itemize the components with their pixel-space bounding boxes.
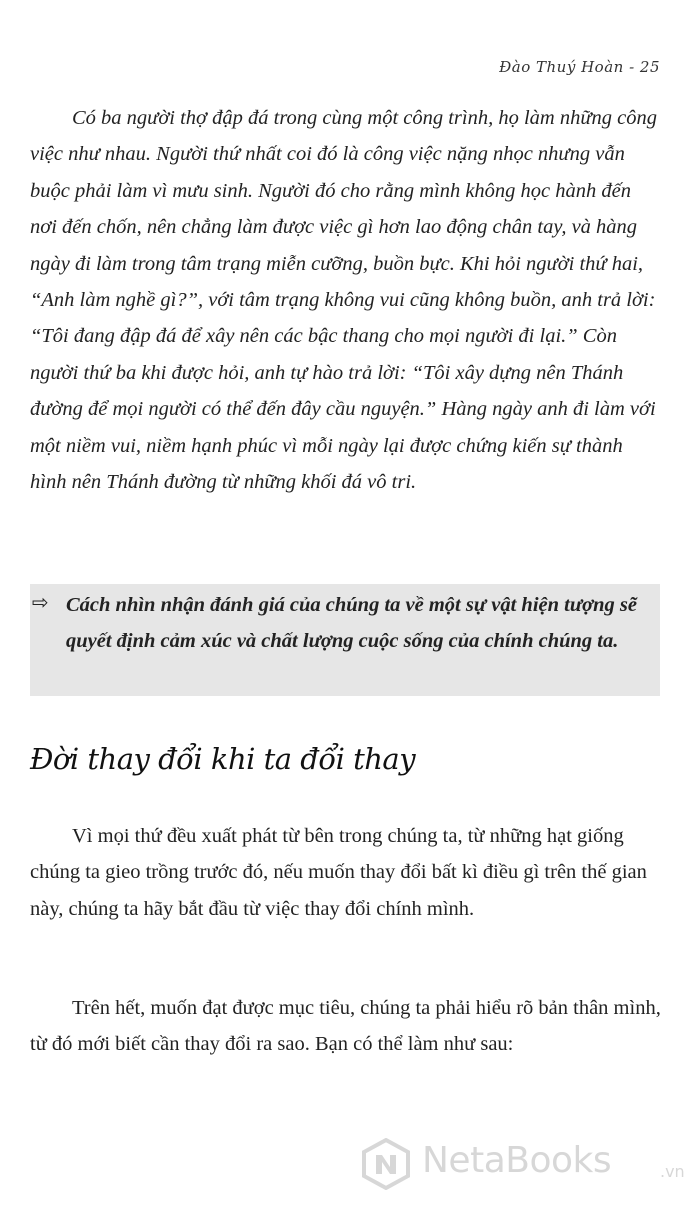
callout-text: Cách nhìn nhận đánh giá của chúng ta về một sự vật hiện tượng sẽ quyết định cảm xúc và chất lượng cuộc sống của chính chúng ta. <box>66 594 637 653</box>
netabooks-watermark <box>360 1136 690 1192</box>
watermark-suffix: .vn <box>660 1162 685 1181</box>
section-paragraph-2: Trên hết, muốn đạt được mục tiêu, chúng ta phải hiểu rõ bản thân mình, từ đó mới biết cần thay đổi ra sao. Bạn có thể làm như sau: <box>30 997 661 1056</box>
arrow-right-icon: ⇨ <box>32 590 49 614</box>
running-header: Đào Thuý Hoàn - 25 <box>499 58 660 76</box>
story-paragraph: Có ba người thợ đập đá trong cùng một công trình, họ làm những công việc như nhau. Người thứ nhất coi đó là công việc nặng nhọc nhưng vẫn buộc phải làm vì mưu sinh. Người đó cho rằng mình không học hành đến nơi đến chốn, nên chẳng làm được việc gì hơn lao động chân tay, và hàng ngày đi làm trong tâm trạng miễn cưỡng, buồn bực. Khi hỏi người thứ hai, “Anh làm nghề gì?”, với tâm trạng không vui cũng không buồn, anh trả lời: “Tôi đang đập đá để xây nên các bậc thang cho mọi người đi lại.” Còn người thứ ba khi được hỏi, anh tự hào trả lời: “Tôi xây dựng nên Thánh đường để mọi người có thể đến đây cầu nguyện.” Hàng ngày anh đi làm với một niềm vui, niềm hạnh phúc vì mỗi ngày lại được chứng kiến sự thành hình nên Thánh đường từ những khối đá vô tri. <box>30 107 658 494</box>
watermark-brand: NetaBooks <box>422 1140 612 1181</box>
netabooks-logo-icon <box>360 1138 412 1190</box>
key-takeaway-callout <box>30 584 660 696</box>
section-paragraph-1: Vì mọi thứ đều xuất phát từ bên trong chúng ta, từ những hạt giống chúng ta gieo trồng trước đó, nếu muốn thay đổi bất kì điều gì trên thế gian này, chúng ta hãy bắt đầu từ việc thay đổi chính mình. <box>30 825 647 920</box>
section-heading: Đời thay đổi khi ta đổi thay <box>30 742 416 776</box>
